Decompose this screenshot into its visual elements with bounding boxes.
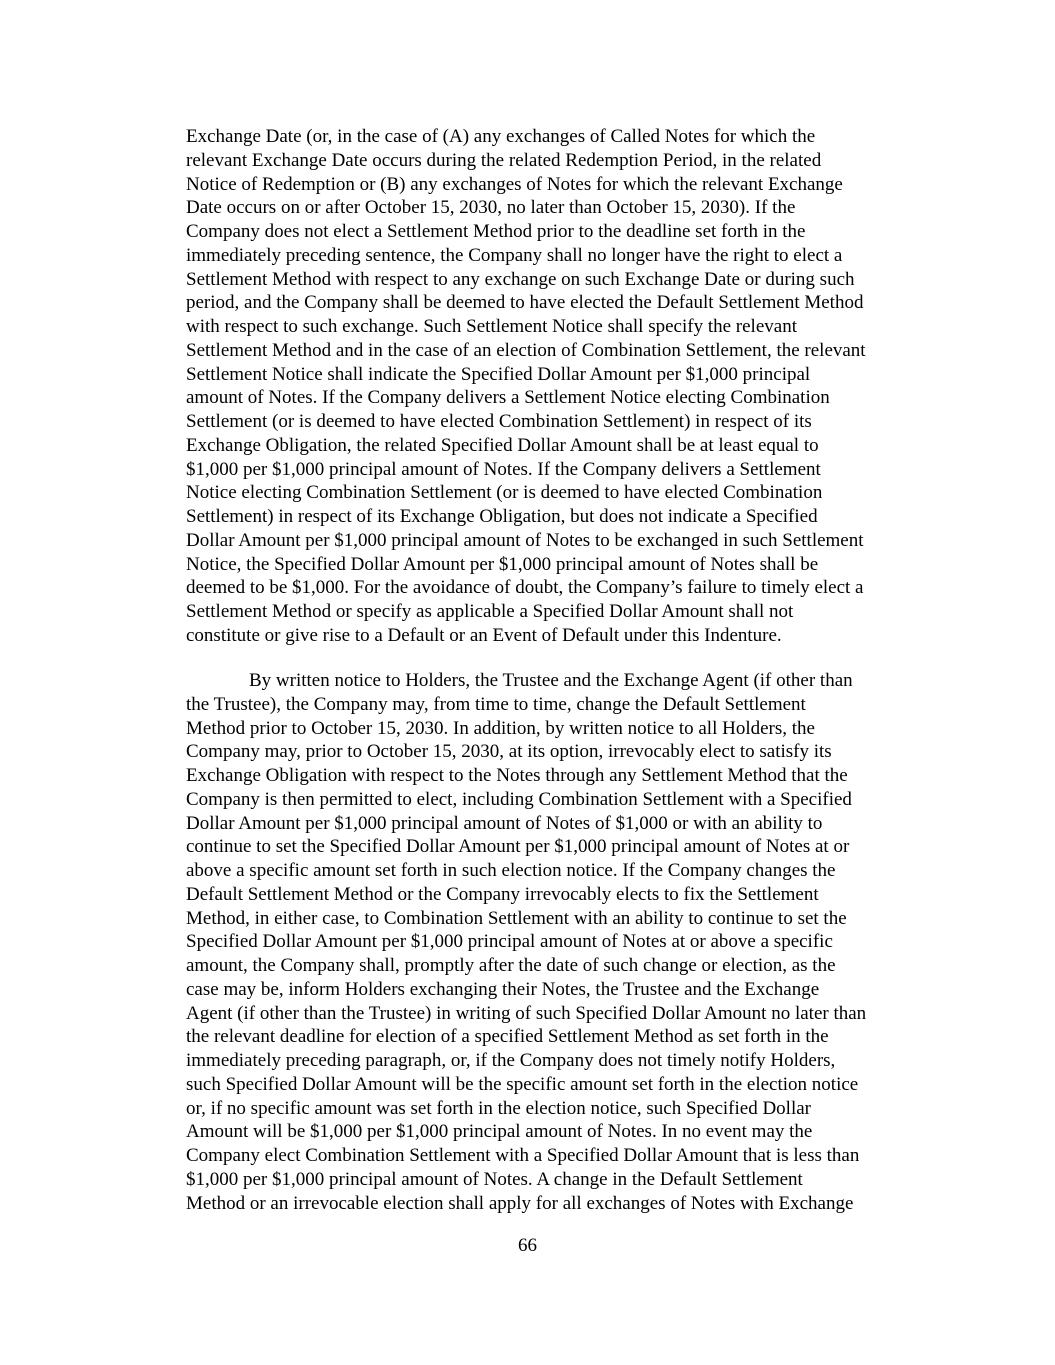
text-line: such Specified Dollar Amount will be the specific amount set forth in the election notice (186, 1073, 859, 1095)
text-line: or, if no specific amount was set forth in the election notice, such Specified Dollar (186, 1097, 811, 1119)
text-line: Dollar Amount per $1,000 principal amount of Notes of $1,000 or with an ability to (186, 812, 823, 834)
text-line: above a specific amount set forth in such election notice. If the Company changes the (186, 860, 836, 881)
text-line: Company may, prior to October 15, 2030, at its option, irrevocably elect to satisfy its (186, 741, 832, 763)
text-line: Notice of Redemption or (B) any exchanges of Notes for which the relevant Exchange (186, 173, 843, 195)
text-line: Company elect Combination Settlement with a Specified Dollar Amount that is less than (186, 1145, 860, 1166)
text-line: Settlement Notice shall indicate the Specified Dollar Amount per $1,000 principal (186, 363, 811, 385)
paragraph-2 (186, 669, 946, 1215)
text-line: with respect to such exchange. Such Settlement Notice shall specify the relevant (186, 316, 797, 337)
text-line: Dollar Amount per $1,000 principal amount of Notes to be exchanged in such Settlement (186, 529, 864, 551)
text-line: the relevant deadline for election of a specified Settlement Method as set forth in the (186, 1026, 829, 1048)
text-line: $1,000 per $1,000 principal amount of Notes. If the Company delivers a Settlement (186, 458, 821, 480)
text-line: Settlement Method and in the case of an election of Combination Settlement, the relevant (186, 339, 866, 361)
paragraph-1 (186, 125, 946, 648)
text-line: Company is then permitted to elect, including Combination Settlement with a Specified (186, 788, 852, 810)
text-line: $1,000 per $1,000 principal amount of Notes. A change in the Default Settlement (186, 1168, 803, 1190)
text-line: Agent (if other than the Trustee) in writing of such Specified Dollar Amount no later than (186, 1002, 867, 1024)
text-line: deemed to be $1,000. For the avoidance of doubt, the Company’s failure to timely elect a (186, 577, 864, 599)
text-line: Exchange Date (or, in the case of (A) any exchanges of Called Notes for which the (186, 126, 816, 147)
text-line: continue to set the Specified Dollar Amount per $1,000 principal amount of Notes at or (186, 836, 850, 858)
text-line: constitute or give rise to a Default or an Event of Default under this Indenture. (186, 624, 782, 646)
text-line: Method, in either case, to Combination Settlement with an ability to continue to set the (186, 907, 847, 929)
text-line: Settlement Method or specify as applicable a Specified Dollar Amount shall not (186, 601, 794, 622)
text-line: Settlement (or is deemed to have elected Combination Settlement) in respect of its (186, 411, 812, 432)
text-line: period, and the Company shall be deemed to have elected the Default Settlement Method (186, 292, 864, 314)
text-line: immediately preceding paragraph, or, if the Company does not timely notify Holders, (186, 1050, 836, 1071)
text-line: By written notice to Holders, the Trustee and the Exchange Agent (if other than (249, 670, 853, 691)
text-line: Specified Dollar Amount per $1,000 principal amount of Notes at or above a specific (186, 931, 833, 953)
text-line: amount, the Company shall, promptly after the date of such change or election, as the (186, 955, 836, 976)
text-line: Method prior to October 15, 2030. In addition, by written notice to all Holders, the (186, 717, 815, 739)
text-line: case may be, inform Holders exchanging their Notes, the Trustee and the Exchange (186, 978, 820, 1000)
page-number: 66 (518, 1235, 537, 1256)
text-line: amount of Notes. If the Company delivers a Settlement Notice electing Combination (186, 387, 830, 409)
text-line: relevant Exchange Date occurs during the related Redemption Period, in the related (186, 149, 822, 171)
text-line: Exchange Obligation with respect to the Notes through any Settlement Method that the (186, 765, 848, 786)
text-line: Method or an irrevocable election shall apply for all exchanges of Notes with Exchange (186, 1192, 854, 1214)
text-line: Exchange Obligation, the related Specified Dollar Amount shall be at least equal to (186, 434, 819, 456)
text-line: Default Settlement Method or the Company irrevocably elects to fix the Settlement (186, 883, 819, 905)
text-line: Notice, the Specified Dollar Amount per $1,000 principal amount of Notes shall be (186, 553, 819, 575)
text-line: Settlement Method with respect to any exchange on such Exchange Date or during such (186, 268, 855, 290)
text-line: Amount will be $1,000 per $1,000 principal amount of Notes. In no event may the (186, 1121, 813, 1143)
text-line: immediately preceding sentence, the Company shall no longer have the right to elect a (186, 244, 843, 266)
text-line: Settlement) in respect of its Exchange Obligation, but does not indicate a Specified (186, 506, 818, 527)
text-line: Notice electing Combination Settlement (or is deemed to have elected Combination (186, 482, 823, 504)
text-line: Date occurs on or after October 15, 2030, no later than October 15, 2030). If the (186, 197, 796, 219)
text-line: Company does not elect a Settlement Method prior to the deadline set forth in the (186, 221, 806, 242)
text-line: the Trustee), the Company may, from time to time, change the Default Settlement (186, 693, 806, 715)
